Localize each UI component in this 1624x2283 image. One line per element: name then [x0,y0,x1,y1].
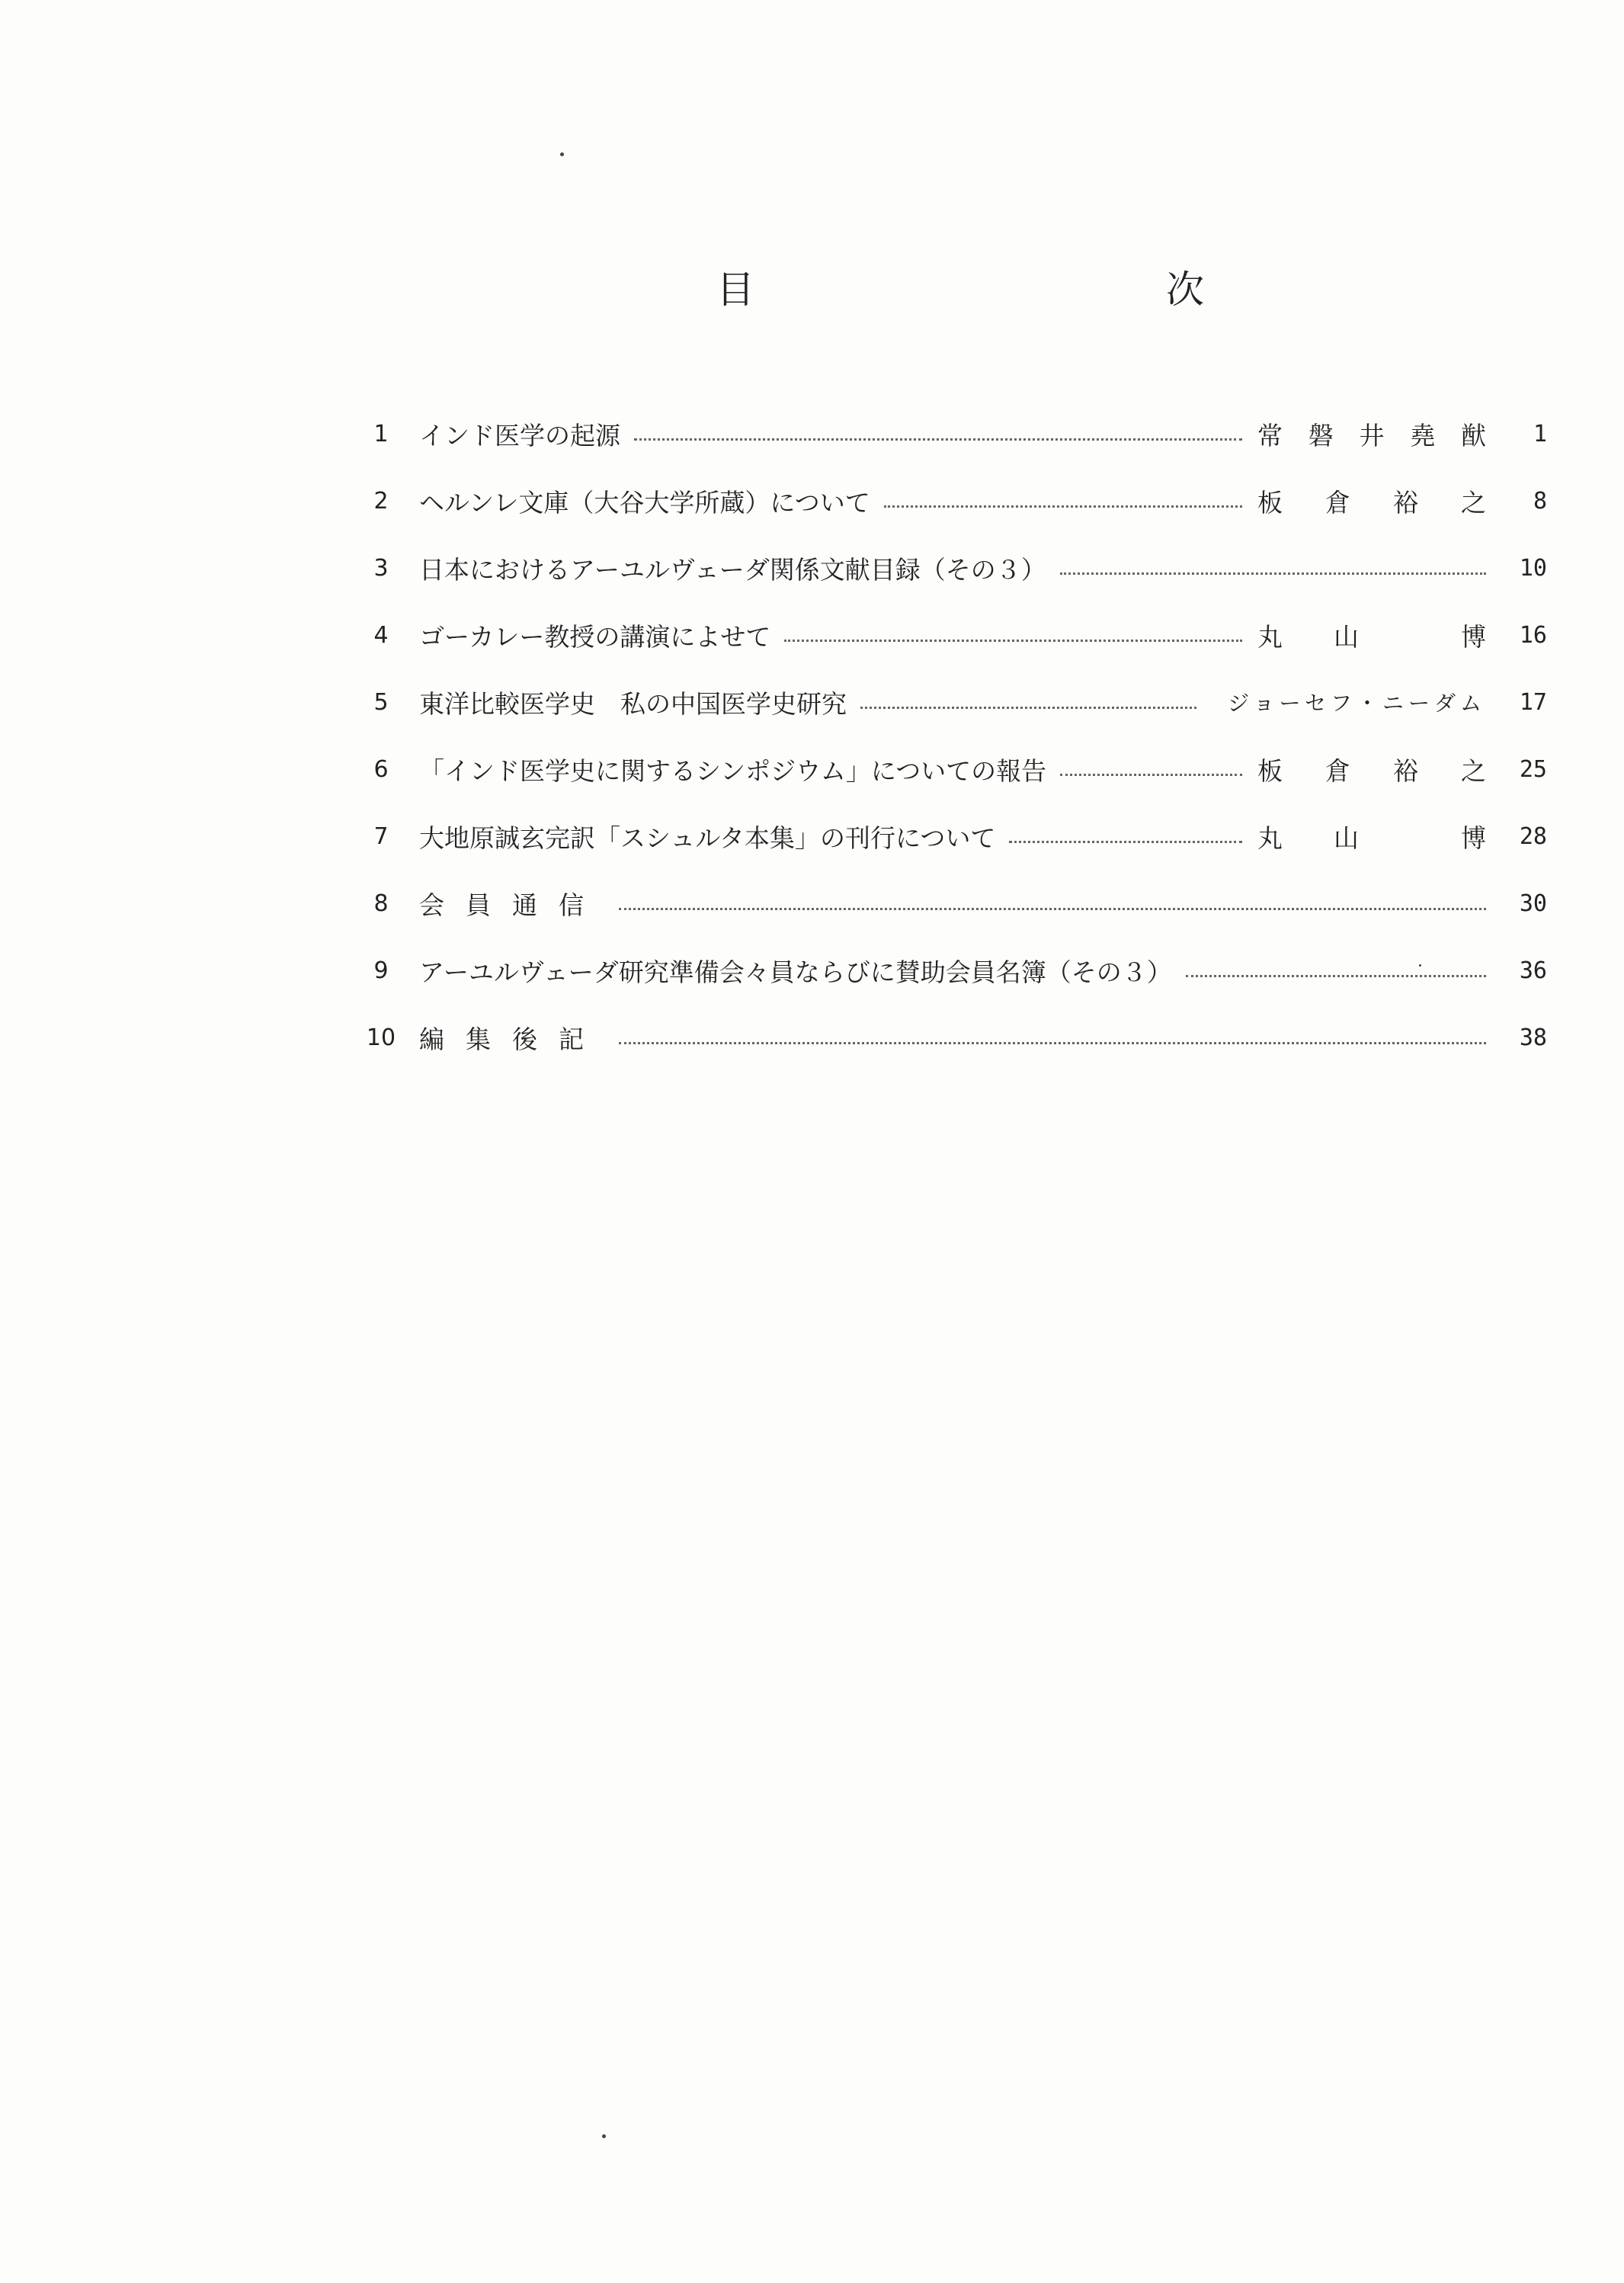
dot-leader [884,505,1242,508]
scan-speck [560,152,564,156]
title-char-2: 次 [1166,268,1204,312]
entry-number: 9 [373,957,389,984]
entry-number: 10 [366,1024,396,1051]
entry-page: 17 [1519,688,1547,716]
page-title [716,259,1204,320]
entry-title: インド医学の起源 [419,420,620,451]
entry-number: 4 [373,621,389,649]
entry-page: 28 [1519,822,1547,850]
entry-number: 5 [373,688,389,716]
entry-number: 6 [373,755,389,783]
toc-entry-5 [343,669,1547,736]
entry-author: 丸 山 博 [1257,822,1486,853]
entry-page: 38 [1519,1024,1547,1051]
entry-number: 3 [373,554,389,582]
entry-page: 10 [1519,554,1547,582]
dot-leader [1060,774,1242,776]
entry-title: 東洋比較医学史 私の中国医学史研究 [419,688,847,719]
entry-title: 会員通信 [419,890,605,920]
entry-page: 25 [1519,755,1547,783]
title-char-1: 目 [716,268,754,312]
dot-leader [784,640,1242,642]
entry-title: 編集後記 [419,1024,605,1054]
entry-page: 8 [1533,487,1547,515]
entry-title: 日本におけるアーユルヴェーダ関係文献目録（その３） [419,554,1046,585]
entry-author: 丸 山 博 [1257,621,1486,652]
dot-leader [860,707,1196,709]
dot-leader [1060,572,1486,575]
entry-number: 8 [373,890,389,917]
entry-author: 板 倉 裕 之 [1257,487,1486,518]
toc-entry-4 [343,601,1547,669]
table-of-contents [343,400,1547,1071]
toc-entry-9 [343,937,1547,1004]
toc-entry-2 [343,467,1547,534]
dot-leader [634,438,1242,441]
toc-entry-10 [343,1004,1547,1071]
dot-leader [1186,975,1486,977]
toc-entry-7 [343,803,1547,870]
entry-page: 16 [1519,621,1547,649]
scan-speck [1419,964,1421,967]
dot-leader [1009,841,1242,843]
entry-author: 常 磐 井 堯 猷 [1257,420,1486,451]
entry-page: 30 [1519,890,1547,917]
toc-entry-6 [343,736,1547,803]
entry-title: アーユルヴェーダ研究準備会々員ならびに賛助会員名簿（その３） [419,957,1172,987]
entry-title: 大地原誠玄完訳「スシュルタ本集」の刊行について [419,822,996,853]
entry-author: 板 倉 裕 之 [1257,755,1486,786]
toc-entry-8 [343,870,1547,937]
scan-speck [602,2134,606,2138]
entry-title: ゴーカレー教授の講演によせて [419,621,771,652]
entry-number: 7 [373,822,389,850]
dot-leader [619,908,1486,910]
toc-entry-3 [343,534,1547,601]
entry-title: 「インド医学史に関するシンポジウム」についての報告 [419,755,1047,786]
toc-entry-1 [343,400,1547,467]
dot-leader [619,1042,1486,1044]
entry-author: ジョーセフ・ニーダム [1228,691,1486,716]
entry-page: 1 [1533,420,1547,447]
entry-number: 1 [373,420,389,447]
entry-title: ヘルンレ文庫（大谷大学所蔵）について [419,487,870,518]
entry-page: 36 [1519,957,1547,984]
entry-number: 2 [373,487,389,515]
